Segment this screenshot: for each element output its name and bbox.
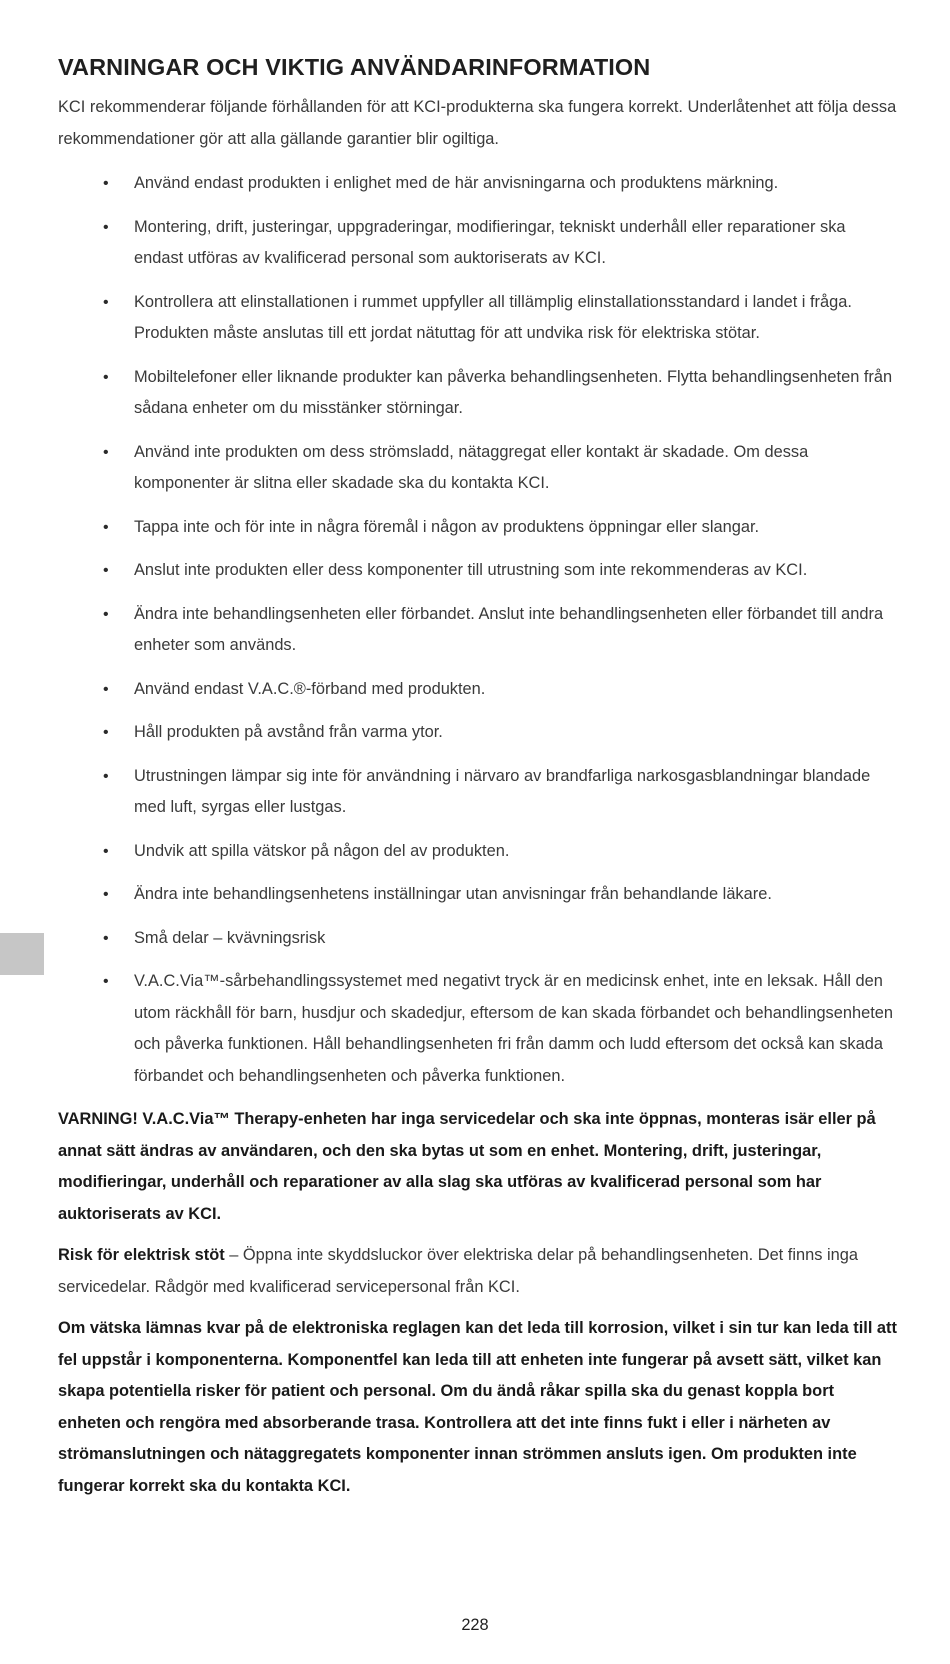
bullet-icon: • (103, 443, 109, 461)
list-item (58, 879, 898, 911)
list-item (58, 761, 898, 824)
bullet-icon: • (103, 175, 109, 192)
list-item (58, 599, 898, 662)
warnings-list (58, 168, 898, 1092)
list-item (58, 287, 898, 350)
section-tab-marker (0, 933, 44, 975)
bullet-icon: • (103, 842, 109, 860)
list-item (58, 923, 898, 955)
bullet-icon: • (103, 605, 109, 623)
list-item-text: Undvik att spilla vätskor på någon del av produkten. (134, 841, 510, 860)
list-item (58, 836, 898, 868)
bullet-icon: • (103, 293, 109, 311)
list-item (58, 212, 898, 275)
list-item-text: Montering, drift, justeringar, uppgraderingar, modifieringar, tekniskt underhåll eller reparationer ska endast utföras av kvalificerad personal som auktoriserats av KCI. (134, 217, 846, 267)
list-item-text: Använd endast V.A.C.®-förband med produkten. (134, 679, 486, 698)
bullet-icon: • (103, 767, 109, 785)
intro-paragraph: KCI rekommenderar följande förhållanden för att KCI-produkterna ska fungera korrekt. Underlåtenhet att följa dessa rekommendationer gör att alla gällande garantier blir ogiltiga. (58, 98, 897, 148)
electric-shock-warning (58, 1240, 898, 1303)
fluid-warning: Om vätska lämnas kvar på de elektroniska reglagen kan det leda till korrosion, vilket i sin tur kan leda till att fel uppstår i komponenterna. Komponentfel kan leda till att enheten inte fungerar på avsett sätt, vilket kan skapa potentiella risker för patient och personal. Om du ändå råkar spilla ska du genast koppla bort enheten och rengöra med absorberande trasa. Kontrollera att det inte finns fukt i eller i närheten av strömanslutningen och nätaggregatets komponenter innan strömmen ansluts igen. Om produkten inte fungerar korrekt ska du kontakta KCI. (58, 1319, 897, 1495)
list-item-text: Mobiltelefoner eller liknande produkter kan påverka behandlingsenheten. Flytta behandlingsenheten från sådana enheter om du misstänker störningar. (134, 367, 893, 417)
bullet-icon: • (103, 886, 109, 903)
list-item (58, 966, 898, 1092)
electric-shock-heading: Risk för elektrisk stöt (58, 1246, 225, 1264)
list-item (58, 674, 898, 706)
service-warning: VARNING! V.A.C.Via™ Therapy-enheten har inga servicedelar och ska inte öppnas, monteras isär eller på annat sätt ändras av användaren, och den ska bytas ut som en enhet. Montering, drift, justeringar, modifieringar, underhåll och reparationer av alla slag ska utföras av kvalificerad personal som har auktoriserats av KCI. (58, 1110, 876, 1223)
bullet-icon: • (103, 218, 109, 236)
electric-shock-text: – Öppna inte skyddsluckor över elektriska delar på behandlingsenheten. Det finns inga servicedelar. Rådgör med kvalificerad servicepersonal från KCI. (58, 1246, 858, 1296)
bullet-icon: • (103, 562, 109, 579)
list-item-text: Kontrollera att elinstallationen i rummet uppfyller all tillämplig elinstallationsstandard i landet i fråga. Produkten måste anslutas till ett jordat nätuttag för att undvika risk för elektriska stötar. (134, 292, 852, 342)
list-item (58, 512, 898, 544)
list-item-text: Utrustningen lämpar sig inte för användning i närvaro av brandfarliga narkosgasblandningar blandade med luft, syrgas eller lustgas. (134, 766, 871, 816)
page-title: VARNINGAR OCH VIKTIG ANVÄNDARINFORMATION (58, 54, 651, 80)
page-number: 228 (461, 1616, 489, 1634)
bullet-icon: • (103, 368, 109, 386)
list-item-text: Ändra inte behandlingsenheten eller förbandet. Anslut inte behandlingsenheten eller förbandet till andra enheter som används. (134, 604, 884, 654)
list-item-text: Håll produkten på avstånd från varma ytor. (134, 723, 443, 741)
page-content (58, 50, 898, 1502)
list-item (58, 717, 898, 749)
list-item (58, 555, 898, 587)
list-item-text: Anslut inte produkten eller dess komponenter till utrustning som inte rekommenderas av KCI. (134, 561, 808, 579)
list-item-text: Använd endast produkten i enlighet med de här anvisningarna och produktens märkning. (134, 174, 779, 192)
bullet-icon: • (103, 929, 109, 947)
list-item (58, 168, 898, 200)
list-item-text: V.A.C.Via™-sårbehandlingssystemet med negativt tryck är en medicinsk enhet, inte en leksak. Håll den utom räckhåll för barn, husdjur och skadedjur, eftersom de kan skada förbandet och behandlingsenheten och påverka funktionen. Håll behandlingsenheten fri från damm och ludd eftersom det också kan skada förbandet och behandlingsenheten och påverka funktionen. (134, 972, 894, 1085)
bullet-icon: • (103, 680, 109, 698)
list-item-text: Ändra inte behandlingsenhetens inställningar utan anvisningar från behandlande läkare. (134, 885, 772, 903)
list-item-text: Små delar – kvävningsrisk (134, 928, 326, 947)
list-item-text: Använd inte produkten om dess strömsladd, nätaggregat eller kontakt är skadade. Om dessa komponenter är slitna eller skadade ska du kontakta KCI. (134, 442, 809, 492)
list-item (58, 437, 898, 500)
bullet-icon: • (103, 724, 109, 741)
list-item (58, 362, 898, 425)
bullet-icon: • (103, 973, 109, 990)
bullet-icon: • (103, 518, 109, 536)
list-item-text: Tappa inte och för inte in några föremål i någon av produktens öppningar eller slangar. (134, 517, 760, 536)
